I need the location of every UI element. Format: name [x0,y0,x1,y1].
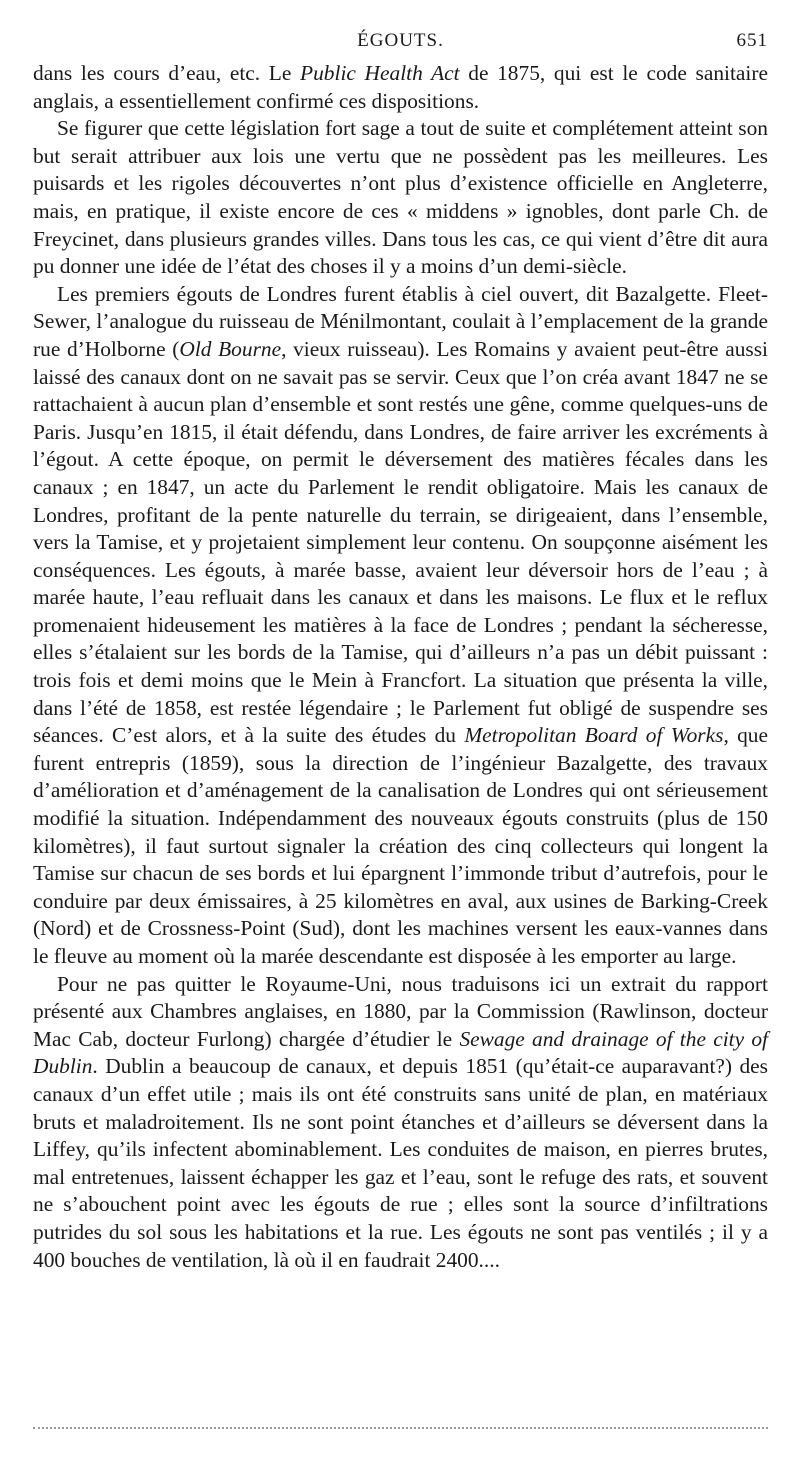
text-run: Se figurer que cette législation fort sage a tout de suite et complétement atteint son but serait attribuer aux lois une vertu que ne possèdent pas les meilleures. Les puisards et les rigoles découvertes n’ont plus d’existence officielle en Angleterre, mais, en pratique, il existe encore de ces « middens » ignobles, dont parle Ch. de Freycinet, dans plusieurs grandes villes. Dans tous les cas, ce qui vient d’être dit aura pu donner une idée de l’état des choses il y a moins d’un demi-siècle. [33,116,768,279]
text-run: dans les cours d’eau, etc. Le [33,61,301,85]
footer-dotted-rule [33,1427,768,1429]
body-text [33,60,768,1274]
text-run: de 1875, qui est le code sanitaire anglais, a essentiellement confirmé ces dispositions. [33,61,768,113]
italic-text: Sewage and drainage of the city of Dublin [33,1026,768,1079]
text-run: , que furent entrepris (1859), sous la direction de l’ingénieur Bazalgette, des travaux d’amélioration et d’aménagement de la canalisation de Londres qui ont sérieusement modifié la situation. Indépendamment des nouveaux égouts construits (plus de 150 kilomètres), il faut surtout signaler la création des cinq collecteurs qui longent la Tamise sur chacun de ses bords et lui épargnent l’immonde tribut d’autrefois, pour le conduire par deux émissaires, à 25 kilomètres en aval, aux usines de Barking-Creek (Nord) et de Crossness-Point (Sud), dont les machines versent les eaux-vannes dans le fleuve au moment où la marée descendante est disposée à les emporter au large. [33,723,768,968]
italic-text: Old Bourne [179,336,282,361]
text-run: . Dublin a beaucoup de canaux, et depuis 1851 (qu’était-ce auparavant?) des canaux d’un effet utile ; mais ils ont été construits sans unité de plan, en matériaux bruts et maladroitement. Ils ne sont point étanches et d’ailleurs se déversent dans la Liffey, qu’ils infectent abominablement. Les conduites de maison, en pierres brutes, mal entretenues, laissent échapper les gaz et l’eau, sont le refuge des rats, et souvent ne s’abouchent point avec les égouts de rue ; elles sont la source d’infiltrations putrides du sol sous les habitations et la rue. Les égouts ne sont pas ventilés ; il y a 400 bouches de ventilation, là où il en faudrait 2400.... [33,1054,768,1272]
paragraph [33,281,768,971]
paragraph [33,60,768,115]
text-run: Pour ne pas quitter le Royaume-Uni, nous traduisons ici un extrait du rapport présenté aux Chambres anglaises, en 1880, par la Commission (Rawlinson, docteur Mac Cab, docteur Furlong) chargée d’étudier le [33,971,768,1051]
paragraph [33,115,768,281]
running-header [33,26,768,60]
italic-text: Metropolitan Board of Works [464,723,724,748]
running-title: ÉGOUTS. [357,30,444,51]
italic-text: Public Health Act [300,61,460,85]
paragraph [33,971,768,1275]
text-run: , vieux ruisseau). Les Romains y avaient peut-être aussi laissé des canaux dont on ne savait pas se servir. Ceux que l’on créa avant 1847 ne se rattachaient à aucun plan d’ensemble et sont restés une gêne, comme quelques-uns de Paris. Jusqu’en 1815, il était défendu, dans Londres, de faire arriver les excréments à l’égout. A cette époque, on permit le déversement des matières fécales dans les canaux ; en 1847, un acte du Parlement le rendit obligatoire. Mais les canaux de Londres, profitant de la pente naturelle du terrain, se dirigeaient, dans l’ensemble, vers la Tamise, et y projetaient simplement leur contenu. On soupçonne aisément les conséquences. Les égouts, à marée basse, avaient leur déversoir hors de l’eau ; à marée haute, l’eau refluait dans les canaux et dans les maisons. Le flux et le reflux promenaient hideusement les matières à la face de Londres ; pendant la sécheresse, elles s’étalaient sur les bords de la Tamise, qui d’ailleurs n’a pas un débit puissant : trois fois et demi moins que le Mein à Francfort. La situation que présenta la ville, dans l’été de 1858, est restée légendaire ; le Parlement fut obligé de suspendre ses séances. C’est alors, et à la suite des études du [33,336,768,748]
text-run: Les premiers égouts de Londres furent établis à ciel ouvert, dit Bazalgette. Fleet-Sewer, l’analogue du ruisseau de Ménilmontant, coulait à l’emplacement de la grande rue d’Holborne ( [33,281,768,361]
page-number: 651 [736,30,768,51]
